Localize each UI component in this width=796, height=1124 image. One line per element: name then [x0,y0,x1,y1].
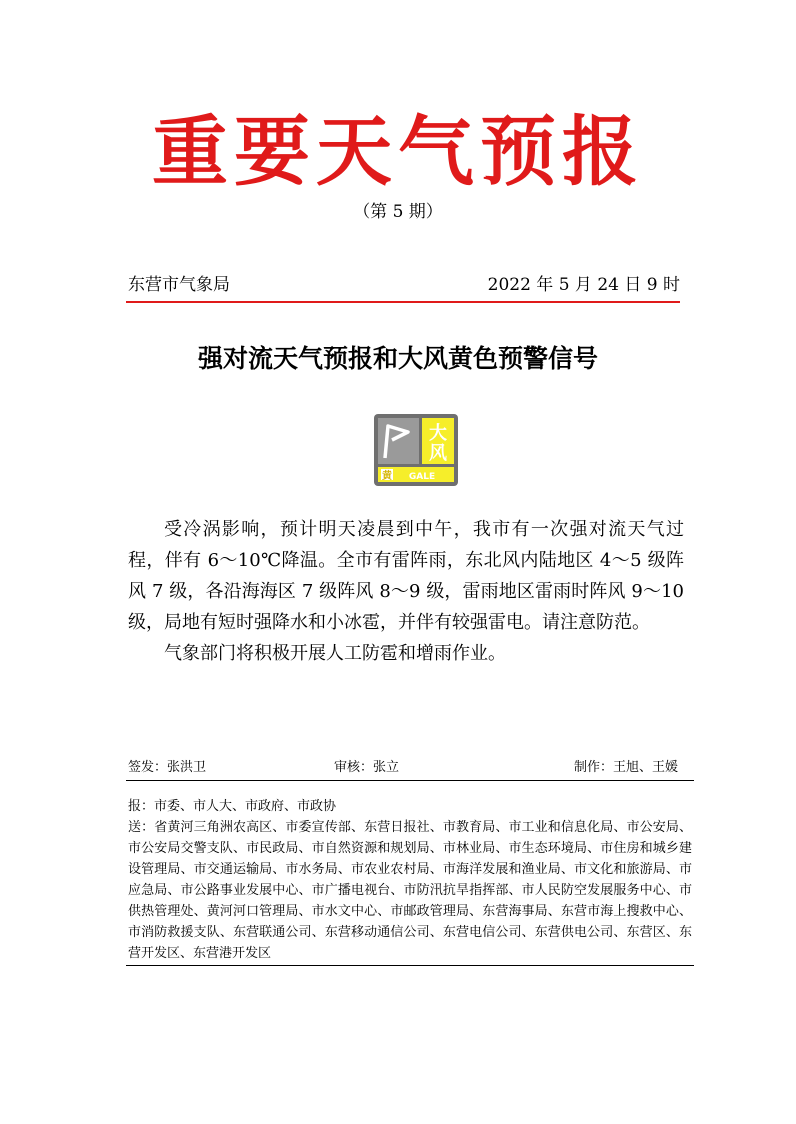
issue-datetime: 2022 年 5 月 24 日 9 时 [487,275,680,295]
divider-bottom [126,965,694,966]
red-divider [126,301,680,303]
producer: 制作：王旭、王媛 [573,760,678,775]
document-title: 强对流天气预报和大风黄色预警信号 [197,344,598,373]
meta-row [128,272,680,298]
signoff-row [128,756,678,780]
report-to: 报：市委、市人大、市政府、市政协 [128,799,337,814]
send-to: 送：省黄河三角洲农高区、市委宣传部、东营日报社、市教育局、市工业和信息化局、市公安局、市公安局交警支队、市民政局、市自然资源和规划局、市林业局、市生态环境局、市住房和城乡建设管理局、市交通运输局、市水务局、市农业农村局、市海洋发展和渔业局、市文化和旅游局、市应急局、市公路事业发展中心、市广播电视台、市防汛抗旱指挥部、市人民防空发展服务中心、市供热管理处、黄河河口管理局、市水文中心、市邮政管理局、东营海事局、东营市海上搜救中心、市消防救援支队、东营联通公司、东营移动通信公司、东营电信公司、东营供电公司、东营区、东营开发区、东营港开发区 [128,820,692,961]
distribution-list [128,796,692,964]
body-paragraph: 受冷涡影响，预计明天凌晨到中午，我市有一次强对流天气过程，伴有 6～10℃降温。全市有雷阵雨，东北风内陆地区 4～5 级阵风 7 级，各沿海海区 7 级阵风 8～9 级，雷雨地区雷雨时阵风 9～10 级，局地有短时强降水和小冰雹，并伴有较强雷电。请注意防范。 [128,519,684,633]
issuing-agency: 东营市气象局 [128,275,230,295]
signal-text-bottom: 风 [429,443,447,464]
issue-number: （第 5 期） [353,202,443,222]
forecast-body [128,514,684,669]
signal-en-text: GALE [408,472,436,482]
issuer: 签发：张洪卫 [128,760,207,775]
divider-top [126,780,694,781]
signal-text-top: 大 [429,423,447,444]
gale-yellow-signal-icon [374,414,458,486]
body-paragraph: 气象部门将积极开展人工防雹和增雨作业。 [164,643,506,664]
masthead-title: 重要天气预报 [152,107,644,196]
signal-level-text: 黄 [382,471,392,482]
reviewer: 审核：张立 [334,760,400,775]
